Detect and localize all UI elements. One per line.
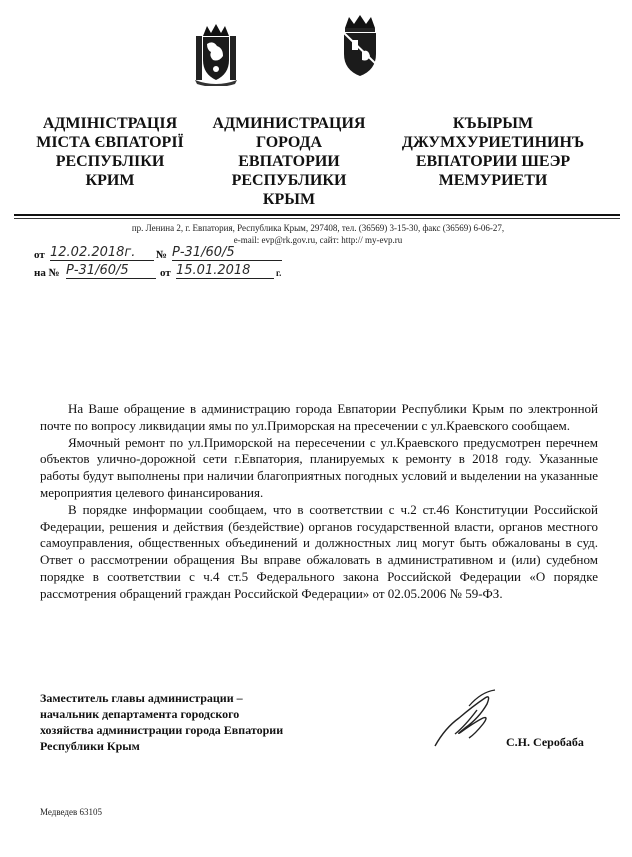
signatory-title — [40, 690, 340, 754]
letterhead-right-line: ЕВПАТОРИИ ШЕЭР — [415, 153, 571, 170]
letterhead-right — [378, 114, 608, 190]
executor-note: Медведев 63105 — [40, 807, 102, 817]
letterhead-center-line: ГОРОДА — [255, 134, 323, 151]
letterhead-center-line: АДМИНИСТРАЦИЯ — [212, 115, 366, 132]
address-block — [30, 222, 606, 246]
address-line: пр. Ленина 2, г. Евпатория, Республика Крым, 297408, тел. (36569) 3-15-30, факс (36569) 6-06-27, — [131, 223, 505, 233]
signatory-name: С.Н. Серобаба — [506, 735, 584, 749]
letterhead-right-line: МЕМУРИЕТИ — [438, 172, 548, 189]
number-label: № — [156, 249, 168, 261]
signatory-title-line: начальник департамента городского — [40, 707, 240, 721]
letterhead-center-line: КРЫМ — [262, 191, 316, 208]
body-paragraph: Ямочный ремонт по ул.Приморской на пересечении с ул.Краевского предусмотрен перечнем объектов улично-дорожной сети г.Евпатория, планируемых к ремонту в 2018 году. Указанные работы будут выполнены при наличии благоприятных погодных условий и выделении на указанные мероприятия целевого финансирования. — [40, 434, 598, 500]
letterhead-right-line: КЪЫРЫМ — [452, 115, 534, 132]
header-rule — [14, 214, 620, 216]
body-paragraph: На Ваше обращение в администрацию города Евпатории Республики Крым по электронной почте по вопросу ликвидации ямы по ул.Приморская на пресечении с ул.Краевского сообщаем. — [40, 401, 598, 433]
letterhead-center-line: ЕВПАТОРИИ — [238, 153, 340, 170]
header-rule-thin — [14, 218, 620, 219]
signatory-title-line: Заместитель главы администрации – — [40, 691, 243, 705]
letterhead-left-line: АДМІНІСТРАЦІЯ — [42, 115, 178, 132]
address-line: e-mail: evp@rk.gov.ru, сайт: http:// my-evp.ru — [233, 235, 403, 245]
body-paragraph: В порядке информации сообщаем, что в соответствии с ч.2 ст.46 Конституции Российской Федерации, решения и действия (бездействие) органов государственной власти, органов местного самоуправления, общественных объединений и должностных лиц могут быть обжалованы в суд. Ответ о рассмотрении обращения Вы вправе обжаловать в административном и (или) судебном порядке в соответствии с ч.4 ст.5 Федерального закона Российской Федерации «О порядке рассмотрения обращений граждан Российской Федерации» от 02.05.2006 № 59-ФЗ. — [40, 501, 598, 601]
reply-date-suffix: г. — [276, 268, 282, 278]
reply-number: Р-31/60/5 — [66, 264, 156, 279]
from-label: от — [34, 249, 45, 261]
evpatoria-coat-of-arms-icon — [340, 14, 380, 78]
signatory-title-line: Республики Крым — [40, 739, 140, 753]
reply-label: на № — [34, 267, 60, 279]
reply-from-label: от — [160, 267, 171, 279]
letterhead-left-line: КРИМ — [85, 172, 135, 189]
letterhead-center-line: РЕСПУБЛИКИ — [231, 172, 347, 189]
letter-date: 12.02.2018г. — [50, 246, 154, 261]
letterhead-left — [20, 114, 200, 190]
reply-date: 15.01.2018 — [176, 264, 274, 279]
signatory-title-line: хозяйства администрации города Евпатории — [40, 723, 284, 737]
handwritten-signature — [425, 688, 505, 752]
letterhead-right-line: ДЖУМХУРИЕТИНИНЪ — [401, 134, 585, 151]
letterhead-center — [199, 114, 379, 209]
letterhead-left-line: МІСТА ЄВПАТОРІЇ — [36, 134, 184, 151]
letter-body — [40, 401, 598, 603]
letter-number: Р-31/60/5 — [172, 246, 282, 261]
letterhead-left-line: РЕСПУБЛІКИ — [55, 153, 165, 170]
crimea-coat-of-arms-icon — [193, 22, 239, 86]
